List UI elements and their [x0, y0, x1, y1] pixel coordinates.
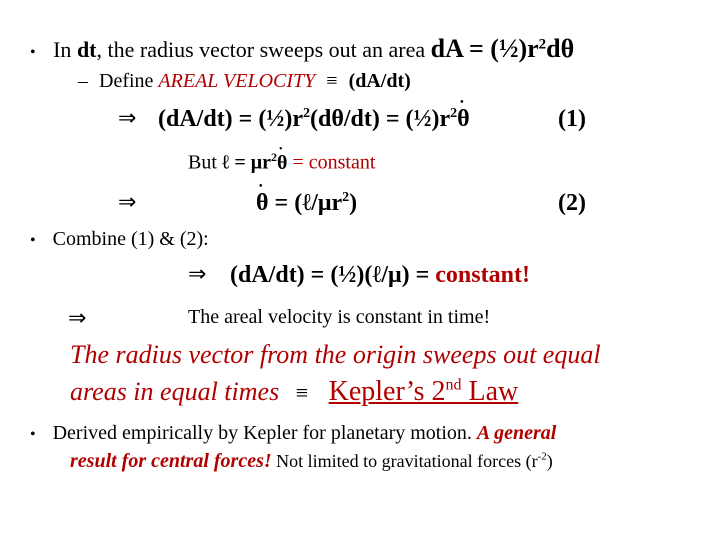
general-result-text: A general	[476, 422, 557, 444]
bullet-3	[30, 422, 556, 445]
bullet-1	[30, 34, 574, 64]
area-eq: A = (½)r	[445, 34, 539, 63]
area-eq-end: dθ	[546, 34, 575, 63]
constant-text: = constant	[287, 151, 376, 174]
eq2-part-b: = (ℓ/μr	[268, 190, 343, 216]
implies-icon: ⇒	[118, 106, 137, 131]
eq1-sup-1: 2	[302, 106, 310, 121]
derived-text: Derived empirically by Kepler for planetary motion.	[52, 422, 477, 444]
eq2-sup: 2	[342, 190, 350, 205]
bullet-2	[30, 228, 209, 251]
implies-icon: ⇒	[118, 190, 137, 215]
eq3-constant: constant!	[435, 262, 530, 288]
sub-bullet-define	[78, 70, 411, 93]
r-exponent: -2	[537, 450, 547, 463]
equation-2	[256, 181, 358, 217]
eq1-part-a: (dA/dt) = (½)r	[158, 106, 303, 132]
theta-dot-3: θ •	[256, 181, 269, 216]
ang-mom-sup: 2	[271, 150, 278, 164]
kepler-line-2	[70, 376, 518, 408]
define-text: Define	[99, 70, 159, 92]
eq2-close: )	[349, 190, 358, 216]
kepler-law-title: Kepler’s 2nd Law	[328, 376, 519, 407]
areal-velocity-def: (dA/dt)	[348, 70, 411, 92]
but-text: But	[188, 151, 222, 174]
bullet-1-text: In	[53, 37, 77, 62]
equiv-symbol: ≡	[295, 380, 309, 405]
dt-term: dt	[76, 37, 97, 62]
close-paren: )	[546, 451, 553, 471]
equiv-symbol: ≡	[326, 70, 338, 92]
implies-icon: ⇒	[188, 262, 207, 287]
kepler-line-1: The radius vector from the origin sweeps out equal	[70, 340, 601, 369]
bullet-glyph: •	[30, 426, 36, 443]
eq1-part-b: (dθ/dt) = (½)r	[309, 106, 451, 132]
ang-mom-eq: ℓ = μr	[221, 151, 272, 174]
eq3-part-a: (dA/dt) = (½)(ℓ/μ) =	[230, 262, 436, 288]
areal-velocity-constant-text: The areal velocity is constant in time!	[188, 306, 491, 328]
equation-number-1: (1)	[558, 106, 586, 132]
bullet-3-cont	[70, 450, 553, 473]
eq1-sup-2: 2	[450, 106, 458, 121]
equal-areas-text: areas in equal times	[70, 377, 280, 406]
theta-dot-1: θ •	[457, 97, 470, 132]
not-limited-text: Not limited to gravitational forces (r	[271, 451, 538, 471]
central-forces-text: result for central forces!	[70, 450, 272, 472]
but-line	[188, 143, 376, 175]
area-eq-d: d	[430, 34, 446, 63]
theta-dot-2: θ •	[277, 143, 288, 174]
equation-1	[158, 97, 470, 133]
bullet-glyph: •	[30, 232, 36, 249]
sub-dash: –	[78, 70, 88, 92]
areal-velocity-term: AREAL VELOCITY	[158, 70, 316, 92]
bullet-1-mid: , the radius vector sweeps out an area	[96, 37, 431, 62]
bullet-glyph: •	[30, 44, 36, 61]
combine-text: Combine (1) & (2):	[52, 228, 209, 250]
equation-3	[230, 262, 530, 289]
area-eq-sup: 2	[538, 36, 547, 53]
implies-icon: ⇒	[68, 306, 87, 331]
equation-number-2: (2)	[558, 190, 586, 216]
